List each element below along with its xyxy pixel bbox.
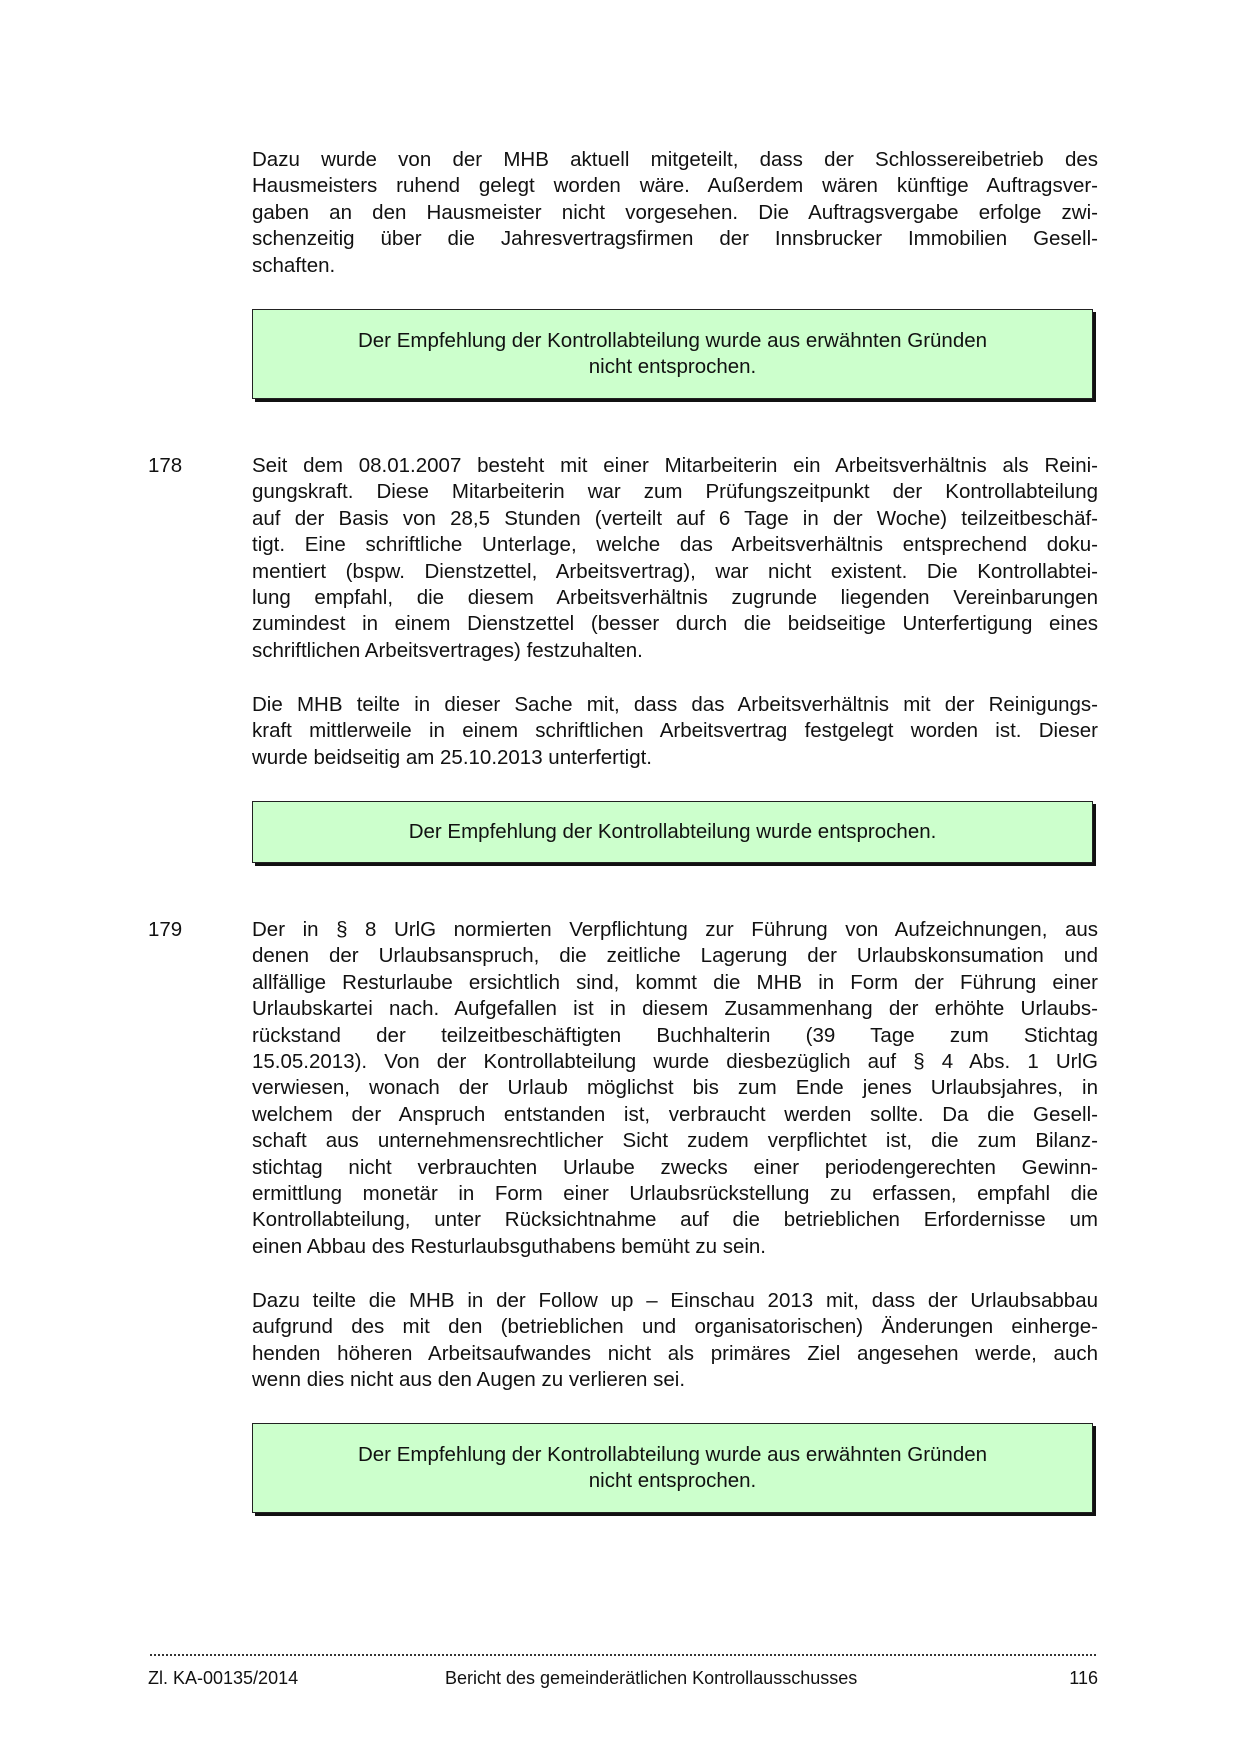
text-line: schriftlichen Arbeitsvertrages) festzuhalten. [252, 638, 643, 662]
text-line: wurde beidseitig am 25.10.2013 unterfertigt. [252, 745, 653, 769]
text-line: auf der Basis von 28,5 Stunden (verteilt auf 6 Tage in der Woche) teilzeitbeschäf- [252, 506, 1098, 530]
text-line: nicht entsprochen. [588, 1469, 757, 1492]
text-line: verwiesen, wonach der Urlaub möglichst bis zum Ende jenes Urlaubsjahres, in [252, 1076, 1098, 1100]
section-paragraph [252, 453, 1098, 664]
text-line: schenzeitig über die Jahresvertragsfirmen der Innsbrucker Immobilien Gesell- [252, 227, 1098, 251]
text-line: Der Empfehlung der Kontrollabteilung wurde entsprochen. [408, 819, 937, 843]
footer-reference: Zl. KA-00135/2014 [148, 1668, 299, 1688]
footer-title: Bericht des gemeinderätlichen Kontrollausschusses [445, 1668, 858, 1688]
text-line: Kontrollabteilung, unter Rücksichtnahme auf die betrieblichen Erfordernisse um [252, 1208, 1098, 1232]
text-line: lung empfahl, die diesem Arbeitsverhältnis zugrunde liegenden Vereinbarungen [252, 586, 1098, 610]
section-response [252, 1288, 1098, 1394]
result-box [252, 1423, 1093, 1513]
section-number: 178 [148, 454, 183, 477]
text-line: schaften. [252, 253, 336, 277]
text-line: einen Abbau des Resturlaubsguthabens bemüht zu sein. [252, 1234, 767, 1258]
result-box [252, 801, 1093, 863]
text-line: ermittlung monetär in Form einer Urlaubsrückstellung zu erfassen, empfahl die [252, 1182, 1098, 1206]
text-line: zumindest in einem Dienstzettel (besser durch die beidseitige Unterfertigung eines [252, 612, 1098, 636]
text-line: Die MHB teilte in dieser Sache mit, dass das Arbeitsverhältnis mit der Reinigungs- [252, 693, 1098, 716]
text-line: Hausmeisters ruhend gelegt worden wäre. Außerdem wären künftige Auftragsver- [252, 174, 1098, 198]
text-line: henden höheren Arbeitsaufwandes nicht als primäres Ziel angesehen werde, auch [252, 1341, 1098, 1365]
text-line: denen der Urlaubsanspruch, die zeitliche Lagerung der Urlaubskonsumation und [252, 944, 1098, 968]
text-line: Seit dem 08.01.2007 besteht mit einer Mitarbeiterin ein Arbeitsverhältnis als Reini- [252, 454, 1098, 477]
section-response [252, 692, 1098, 771]
text-line: wenn dies nicht aus den Augen zu verlieren sei. [252, 1368, 686, 1392]
text-line: tigt. Eine schriftliche Unterlage, welche das Arbeitsverhältnis entsprechend doku- [252, 533, 1098, 557]
result-box [252, 309, 1093, 399]
intro-paragraph [252, 147, 1098, 279]
footer-divider [150, 1654, 1096, 1656]
section-number: 179 [148, 918, 183, 941]
text-line: stichtag nicht verbrauchten Urlaube zwecks einer periodengerechten Gewinn- [252, 1155, 1098, 1179]
page-number: 116 [1069, 1668, 1098, 1688]
text-line: Dazu wurde von der MHB aktuell mitgeteilt, dass der Schlossereibetrieb des [252, 148, 1098, 171]
section-paragraph [252, 917, 1098, 1260]
text-line: aufgrund des mit den (betrieblichen und organisatorischen) Änderungen einherge- [252, 1315, 1098, 1339]
text-line: Der in § 8 UrlG normierten Verpflichtung zur Führung von Aufzeichnungen, aus [252, 918, 1098, 941]
text-line: Urlaubskartei nach. Aufgefallen ist in diesem Zusammenhang der erhöhte Urlaubs- [252, 997, 1098, 1021]
text-line: schaft aus unternehmensrechtlicher Sicht zudem verpflichtet ist, die zum Bilanz- [252, 1129, 1098, 1153]
text-line: rückstand der teilzeitbeschäftigten Buchhalterin (39 Tage zum Stichtag [252, 1023, 1098, 1047]
text-line: Der Empfehlung der Kontrollabteilung wurde aus erwähnten Gründen [357, 1442, 988, 1466]
text-line: gungskraft. Diese Mitarbeiterin war zum Prüfungszeitpunkt der Kontrollabteilung [252, 480, 1098, 504]
text-line: Dazu teilte die MHB in der Follow up – Einschau 2013 mit, dass der Urlaubsabbau [252, 1289, 1098, 1312]
text-line: mentiert (bspw. Dienstzettel, Arbeitsvertrag), war nicht existent. Die Kontrollabtei- [252, 559, 1098, 583]
text-line: kraft mittlerweile in einem schriftlichen Arbeitsvertrag festgelegt worden ist. Dieser [252, 719, 1098, 743]
text-line: 15.05.2013). Von der Kontrollabteilung wurde diesbezüglich auf § 4 Abs. 1 UrlG [252, 1050, 1098, 1074]
text-line: allfällige Resturlaube ersichtlich sind, kommt die MHB in Form der Führung einer [252, 970, 1098, 994]
text-line: gaben an den Hausmeister nicht vorgesehen. Die Auftragsvergabe erfolge zwi- [252, 200, 1098, 224]
text-line: nicht entsprochen. [588, 355, 757, 378]
text-line: welchem der Anspruch entstanden ist, verbraucht werden sollte. Da die Gesell- [252, 1102, 1098, 1126]
text-line: Der Empfehlung der Kontrollabteilung wurde aus erwähnten Gründen [357, 328, 988, 352]
